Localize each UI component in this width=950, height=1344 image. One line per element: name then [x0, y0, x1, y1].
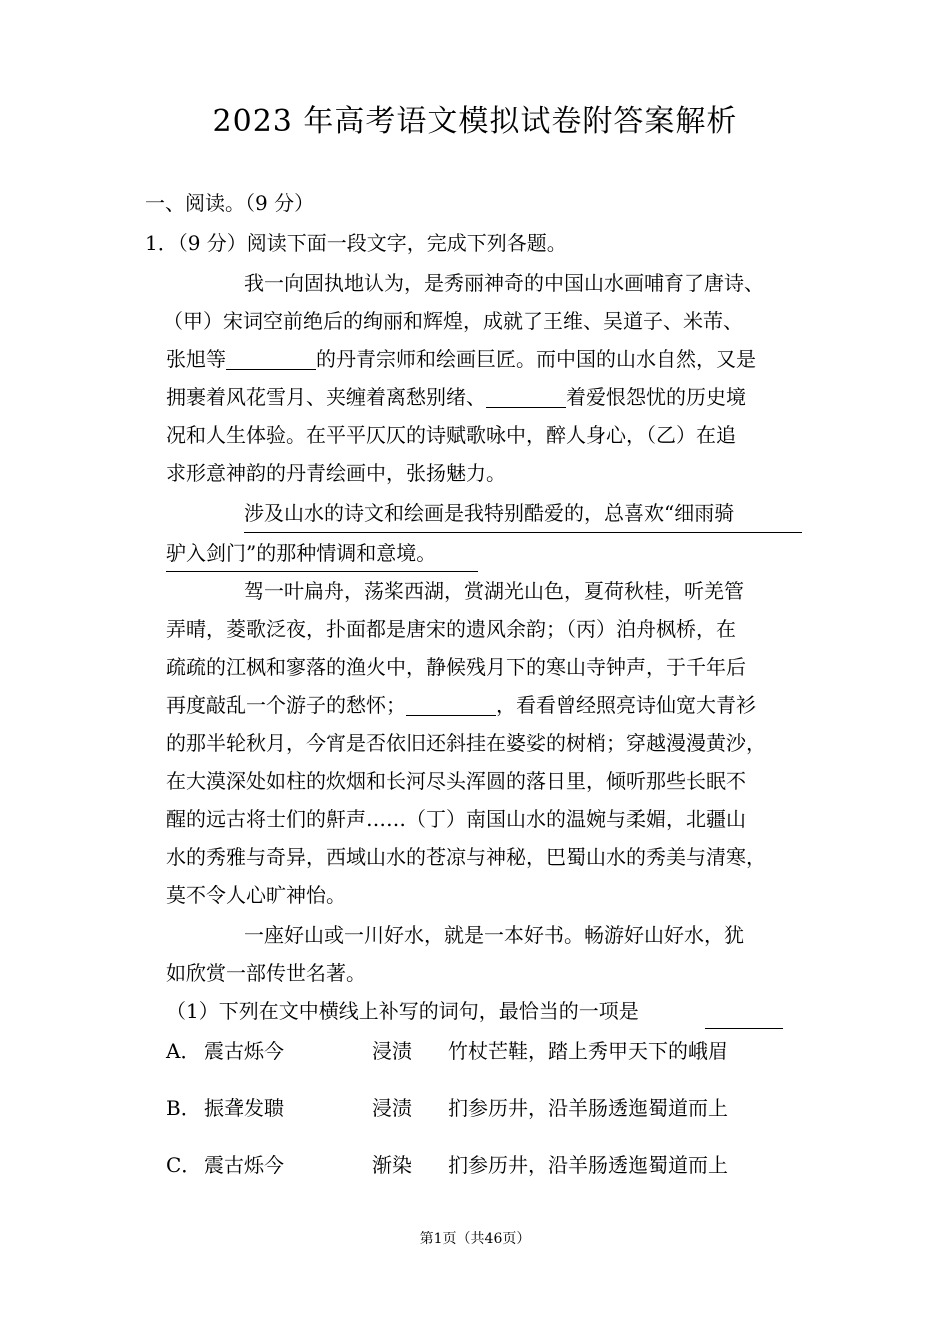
sentence-underline: [244, 532, 802, 533]
option-part-1: 振聋发聩: [204, 1096, 284, 1120]
passage-line: 水的秀雅与奇异，西域山水的苍凉与神秘，巴蜀山水的秀美与清寒，: [166, 845, 766, 869]
line-text: ，看看曾经照亮诗仙宽大青衫: [496, 693, 756, 717]
fill-blank: [486, 383, 566, 408]
option-letter: B．: [166, 1096, 201, 1120]
option-part-2: 浸渍: [372, 1096, 412, 1120]
option-c: [166, 1150, 806, 1180]
line-text: 的丹青宗师和绘画巨匠。而中国的山水自然，又是: [316, 347, 756, 371]
line-text: 再度敲乱一个游子的愁怀；: [166, 693, 406, 717]
option-b: [166, 1093, 806, 1123]
sub-question: （1）下列在文中横线上补写的词句，最恰当的一项是: [166, 999, 639, 1023]
fill-blank: [226, 345, 316, 370]
fill-blank: [406, 691, 496, 716]
passage-line: 求形意神韵的丹青绘画中，张扬魅力。: [166, 461, 506, 485]
passage-line: [166, 378, 746, 416]
line-text: 着爱恨怨忧的历史境: [566, 385, 746, 409]
passage-line: 疏疏的江枫和寥落的渔火中，静候残月下的寒山寺钟声，于千年后: [166, 655, 746, 679]
question-stem: 1．（9 分）阅读下面一段文字，完成下列各题。: [145, 231, 567, 255]
option-part-2: 浸渍: [372, 1039, 412, 1063]
passage-line: [166, 340, 756, 378]
passage-line: 的那半轮秋月，今宵是否依旧还斜挂在婆娑的树梢；穿越漫漫黄沙，: [166, 731, 766, 755]
page-title: 2023 年高考语文模拟试卷附答案解析: [212, 104, 738, 139]
section-heading: 一、阅读。（9 分）: [145, 191, 315, 215]
line-text: 张旭等: [166, 347, 226, 371]
answer-blank: [705, 1028, 783, 1029]
passage-line: 莫不令人心旷神怡。: [166, 883, 346, 907]
option-a: [166, 1036, 806, 1066]
passage-line: 况和人生体验。在平平仄仄的诗赋歌咏中，醉人身心，（乙）在追: [166, 423, 736, 447]
option-part-2: 渐染: [372, 1153, 412, 1177]
passage-line: 我一向固执地认为，是秀丽神奇的中国山水画哺育了唐诗、: [244, 271, 764, 295]
passage-line: 在大漠深处如柱的炊烟和长河尽头浑圆的落日里，倾听那些长眠不: [166, 769, 746, 793]
passage-line: 醒的远古将士们的鼾声……（丁）南国山水的温婉与柔媚，北疆山: [166, 807, 746, 831]
option-letter: A．: [166, 1039, 201, 1063]
option-part-3: 扪参历井，沿羊肠透迤蜀道而上: [448, 1153, 728, 1177]
option-part-1: 震古烁今: [204, 1039, 284, 1063]
underlined-sentence-line: 涉及山水的诗文和绘画是我特别酷爱的，总喜欢“细雨骑: [244, 501, 735, 525]
line-text: 拥裹着风花雪月、夹缠着离愁别绪、: [166, 385, 486, 409]
underlined-sentence-line: 驴入剑门”的那种情调和意境。: [166, 541, 437, 565]
page-footer: 第1页（共46页）: [419, 1231, 531, 1247]
passage-line: [166, 686, 756, 724]
passage-line: 一座好山或一川好水，就是一本好书。畅游好山好水，犹: [244, 923, 744, 947]
passage-line: 驾一叶扁舟，荡桨西湖，赏湖光山色，夏荷秋桂，听羌管: [244, 579, 744, 603]
option-part-1: 震古烁今: [204, 1153, 284, 1177]
passage-line: （甲）宋词空前绝后的绚丽和辉煌，成就了王维、吴道子、米芾、: [163, 309, 743, 333]
passage-line: 弄晴，菱歌泛夜，扑面都是唐宋的遗风余韵；（丙）泊舟枫桥，在: [166, 617, 736, 641]
option-letter: C．: [166, 1153, 202, 1177]
passage-line: 如欣赏一部传世名著。: [166, 961, 366, 985]
option-part-3: 竹杖芒鞋，踏上秀甲天下的峨眉: [448, 1039, 728, 1063]
option-part-3: 扪参历井，沿羊肠透迤蜀道而上: [448, 1096, 728, 1120]
